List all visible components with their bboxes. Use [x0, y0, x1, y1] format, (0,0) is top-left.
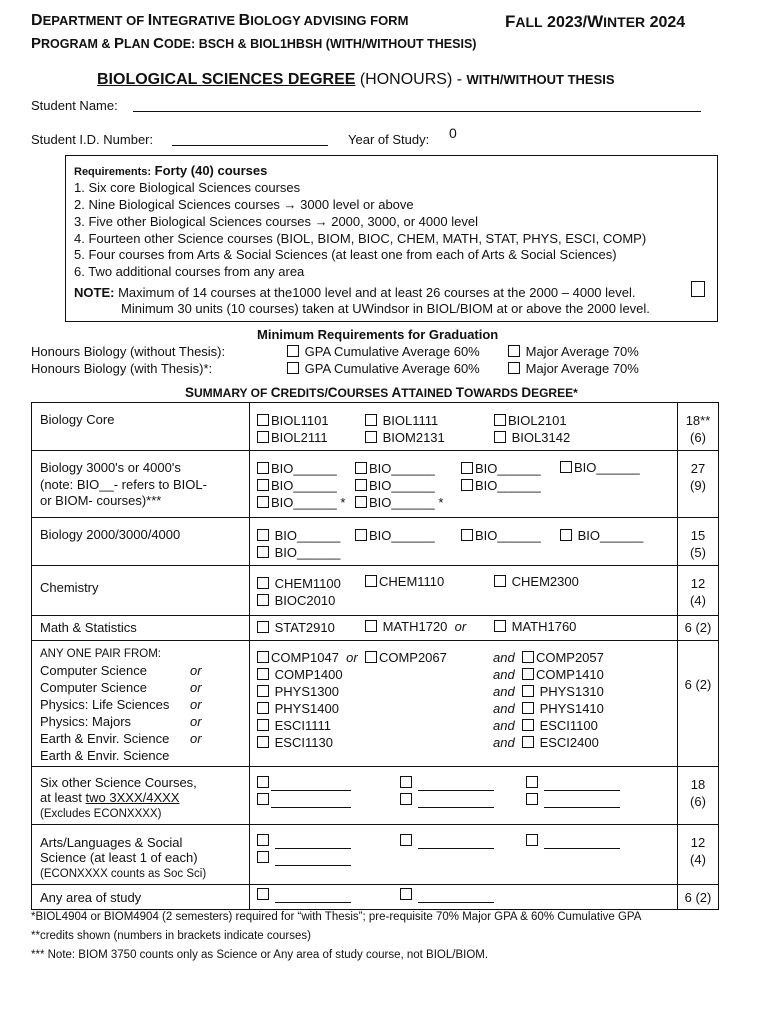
summary-heading: SUMMARY OF CREDITS/COURSES ATTAINED TOWARDS DEGREE* [185, 385, 578, 400]
table-row [32, 518, 719, 566]
blank-course-entry[interactable] [526, 792, 620, 808]
requirement-item: 4. Fourteen other Science courses (BIOL, BIOM, BIOC, CHEM, MATH, STAT, PHYS, ESCI, COMP) [74, 231, 647, 246]
course-checkbox[interactable]: CHEM1100 [257, 576, 341, 591]
credit-value: 12 (4) [678, 825, 719, 885]
term-label: FALL 2023/WINTER 2024 [505, 12, 686, 31]
course-checkbox[interactable]: BIOC2010 [257, 593, 335, 608]
table-row [32, 566, 719, 616]
blank-course-entry[interactable] [400, 792, 494, 808]
course-checkbox[interactable]: CHEM1110 [365, 574, 444, 589]
summary-table [31, 402, 719, 910]
course-checkbox[interactable]: BIO______ [257, 545, 340, 560]
course-checkbox[interactable]: BIOL1111 [365, 413, 438, 428]
course-checkbox[interactable]: BIO______ [355, 461, 435, 476]
student-id-field[interactable] [172, 131, 328, 146]
course-checkbox[interactable]: and COMP2057 [493, 650, 604, 665]
credit-value: 18 (6) [678, 767, 719, 825]
course-checkbox[interactable]: ESCI1111 [257, 718, 331, 733]
credit-value: 27 (9) [678, 451, 719, 518]
table-row [32, 641, 719, 767]
course-checkbox[interactable]: STAT2910 [257, 620, 335, 635]
blank-course-entry[interactable] [400, 833, 494, 849]
course-checkbox[interactable]: BIO______ [257, 461, 337, 476]
course-checkbox[interactable]: and COMP1410 [493, 667, 604, 682]
student-name-field[interactable] [133, 97, 701, 112]
course-cells [250, 885, 678, 910]
course-checkbox[interactable]: BIOM2131 [365, 430, 445, 445]
blank-course-entry[interactable] [257, 792, 351, 808]
course-cells [250, 403, 678, 451]
blank-course-entry[interactable] [526, 833, 620, 849]
course-checkbox[interactable]: BIOL3142 [494, 430, 570, 445]
row-label: ANY ONE PAIR FROM: Computer Science or Computer Science or Physics: Life Sciences or Physics: Majors or Earth & Envir. Science or Earth & Envir. Science [32, 641, 250, 767]
course-checkbox[interactable]: BIOL2101 [494, 413, 567, 428]
blank-course-entry[interactable] [400, 775, 494, 791]
course-cells [250, 566, 678, 616]
course-checkbox[interactable]: MATH1720 or [365, 619, 466, 634]
blank-course-entry[interactable] [400, 887, 494, 903]
major-checkbox-with-thesis[interactable]: Major Average 70% [508, 361, 639, 376]
row-label: Math & Statistics [32, 616, 250, 641]
course-checkbox[interactable]: BIO______ [257, 478, 337, 493]
requirements-note: NOTE: Maximum of 14 courses at the1000 level and at least 26 courses at the 2000 – 4000 level. [74, 285, 636, 300]
note-checkbox[interactable] [691, 281, 705, 297]
course-cells [250, 451, 678, 518]
course-checkbox[interactable]: PHYS1300 [257, 684, 339, 699]
grad-label-with-thesis: Honours Biology (with Thesis)*: [31, 361, 213, 376]
course-checkbox[interactable]: ESCI1130 [257, 735, 333, 750]
course-checkbox[interactable]: BIO______ [461, 478, 541, 493]
course-checkbox[interactable]: BIOL1101 [257, 413, 329, 428]
footnote-biom: *** Note: BIOM 3750 counts only as Science or Any area of study course, not BIOL/BIOM. [31, 949, 489, 961]
course-cells [250, 767, 678, 825]
requirements-note-line2: Minimum 30 units (10 courses) taken at UWindsor in BIOL/BIOM at or above the 2000 level. [121, 301, 650, 316]
gpa-checkbox-without-thesis[interactable]: GPA Cumulative Average 60% [287, 344, 480, 359]
row-label: Six other Science Courses, at least two 3XXX/4XXX (Excludes ECONXXXX) [32, 767, 250, 825]
course-checkbox[interactable]: BIO______ [257, 528, 340, 543]
requirement-item: 2. Nine Biological Sciences courses → 3000 level or above [74, 197, 414, 212]
course-checkbox[interactable]: BIO______ [461, 461, 541, 476]
degree-title: BIOLOGICAL SCIENCES DEGREE (HONOURS) - WITH/WITHOUT THESIS [97, 71, 615, 88]
table-row [32, 825, 719, 885]
blank-course-entry[interactable] [257, 850, 351, 866]
blank-course-entry[interactable] [526, 775, 620, 791]
course-checkbox[interactable]: BIO______ * [355, 495, 443, 510]
course-checkbox[interactable]: MATH1760 [494, 619, 576, 634]
course-checkbox[interactable]: and ESCI1100 [493, 718, 598, 733]
course-checkbox[interactable]: and PHYS1310 [493, 684, 604, 699]
table-row [32, 767, 719, 825]
course-cells [250, 641, 678, 767]
year-of-study-label: Year of Study: [348, 132, 430, 147]
credit-value: 6 (2) [678, 616, 719, 641]
program-code: PROGRAM & PLAN CODE: BSCH & BIOL1HBSH (WITH/WITHOUT THESIS) [31, 35, 477, 52]
course-checkbox[interactable]: BIO______ [461, 528, 541, 543]
gpa-checkbox-with-thesis[interactable]: GPA Cumulative Average 60% [287, 361, 480, 376]
course-cells [250, 518, 678, 566]
course-checkbox[interactable]: BIO______ [355, 478, 435, 493]
student-name-label: Student Name: [31, 98, 118, 113]
requirements-heading: Requirements: Forty (40) courses [74, 163, 268, 178]
blank-course-entry[interactable] [257, 887, 351, 903]
course-checkbox[interactable]: CHEM2300 [494, 574, 579, 589]
table-row [32, 885, 719, 910]
course-checkbox[interactable]: COMP1400 [257, 667, 343, 682]
requirement-item: 6. Two additional courses from any area [74, 264, 305, 279]
course-cells [250, 616, 678, 641]
course-checkbox[interactable]: BIO______ * [257, 495, 345, 510]
course-checkbox[interactable]: BIO______ [355, 528, 435, 543]
row-label: Biology 2000/3000/4000 [32, 518, 250, 566]
course-checkbox[interactable]: and ESCI2400 [493, 735, 599, 750]
student-id-label: Student I.D. Number: [31, 132, 154, 147]
row-label: Chemistry [32, 566, 250, 616]
department-title: DEPARTMENT OF INTEGRATIVE BIOLOGY ADVISING FORM [31, 12, 409, 29]
year-of-study-field[interactable]: 0 [449, 125, 457, 141]
credit-value: 6 (2) [678, 641, 719, 767]
graduation-heading: Minimum Requirements for Graduation [257, 327, 499, 342]
table-row [32, 403, 719, 451]
course-checkbox[interactable]: and PHYS1410 [493, 701, 604, 716]
row-label: Arts/Languages & Social Science (at least 1 of each) (ECONXXXX counts as Soc Sci) [32, 825, 250, 885]
row-label: Biology 3000's or 4000's (note: BIO__- refers to BIOL- or BIOM- courses)*** [32, 451, 250, 518]
credit-value: 12 (4) [678, 566, 719, 616]
row-label: Biology Core [32, 403, 250, 451]
table-row [32, 451, 719, 518]
course-checkbox[interactable]: BIO______ [560, 528, 643, 543]
credit-value: 18** (6) [678, 403, 719, 451]
requirement-item: 1. Six core Biological Sciences courses [74, 180, 301, 195]
credit-value: 15 (5) [678, 518, 719, 566]
row-label: Any area of study [32, 885, 250, 910]
requirement-item: 5. Four courses from Arts & Social Sciences (at least one from each of Arts & Social Sciences) [74, 247, 617, 262]
course-checkbox[interactable]: PHYS1400 [257, 701, 339, 716]
course-checkbox[interactable]: BIO______ [560, 460, 640, 475]
course-checkbox[interactable]: BIOL2111 [257, 430, 328, 445]
requirement-item: 3. Five other Biological Sciences courses → 2000, 3000, or 4000 level [74, 214, 478, 229]
credit-value: 6 (2) [678, 885, 719, 910]
footnote-credits: **credits shown (numbers in brackets indicate courses) [31, 930, 311, 942]
blank-course-entry[interactable] [257, 833, 351, 849]
blank-course-entry[interactable] [257, 775, 351, 791]
major-checkbox-without-thesis[interactable]: Major Average 70% [508, 344, 639, 359]
table-row [32, 616, 719, 641]
course-cells [250, 825, 678, 885]
course-checkbox[interactable]: COMP1047 or COMP2067 [257, 650, 447, 665]
footnote-thesis: *BIOL4904 or BIOM4904 (2 semesters) required for “with Thesis”; pre-requisite 70% Major GPA & 60% Cumulative GPA [31, 911, 642, 923]
grad-label-without-thesis: Honours Biology (without Thesis): [31, 344, 226, 359]
